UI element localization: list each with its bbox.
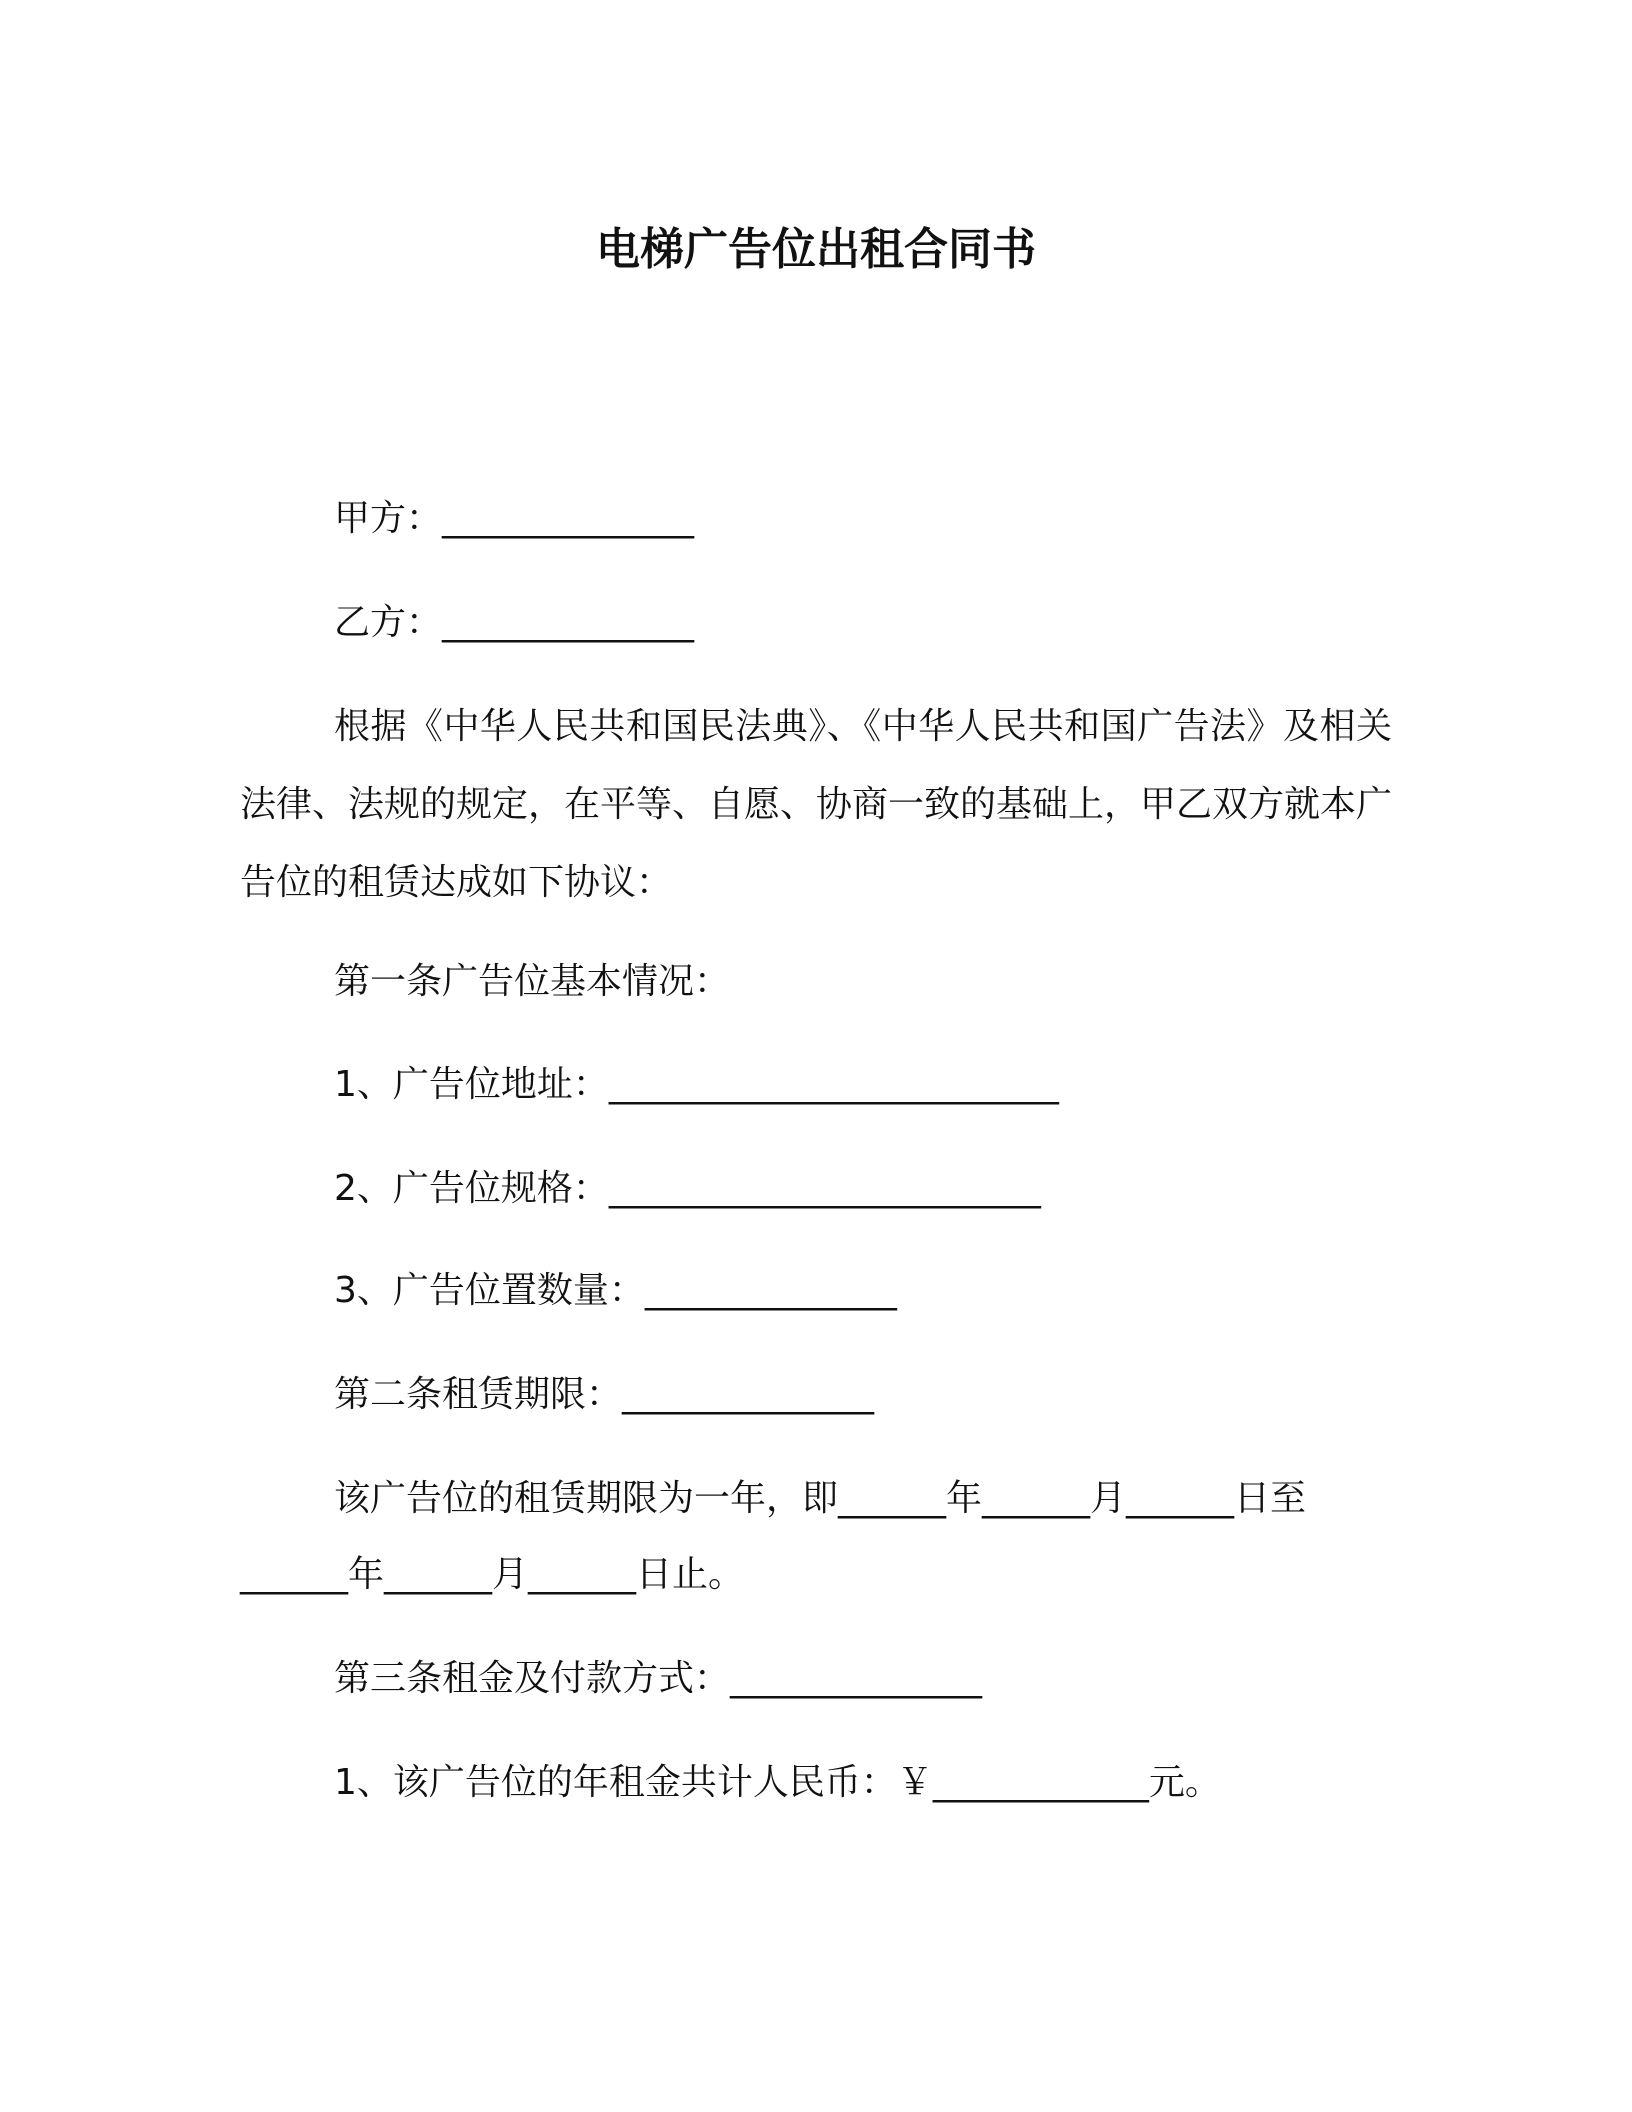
article1-item1: 1、广告位地址：_________________________ (334, 1064, 1059, 1105)
article1-title: 第一条广告位基本情况： (334, 961, 731, 1002)
article3-title: 第三条租金及付款方式：______________ (334, 1658, 983, 1699)
document-title: 电梯广告位出租合同书 (596, 224, 1036, 275)
article2-title: 第二条租赁期限：______________ (334, 1374, 875, 1415)
party-b-line: 乙方：______________ (334, 602, 695, 643)
article3-item1: 1、该广告位的年租金共计人民币：￥____________元。 (334, 1762, 1221, 1803)
article1-item3: 3、广告位置数量：______________ (334, 1270, 897, 1311)
article1-item2: 2、广告位规格：________________________ (334, 1168, 1041, 1209)
preamble-paragraph: 根据《中华人民共和国民法典》、《中华人民共和国广告法》及相关法律、法规的规定，在平等、自愿、协商一致的基础上，甲乙双方就本广告位的租赁达成如下协议： (240, 706, 1393, 903)
article2-line2: ______年______月______日止。 (240, 1554, 745, 1595)
article2-line1: 该广告位的租赁期限为一年，即______年______月______日至 (334, 1478, 1307, 1519)
party-a-line: 甲方：______________ (334, 498, 695, 539)
